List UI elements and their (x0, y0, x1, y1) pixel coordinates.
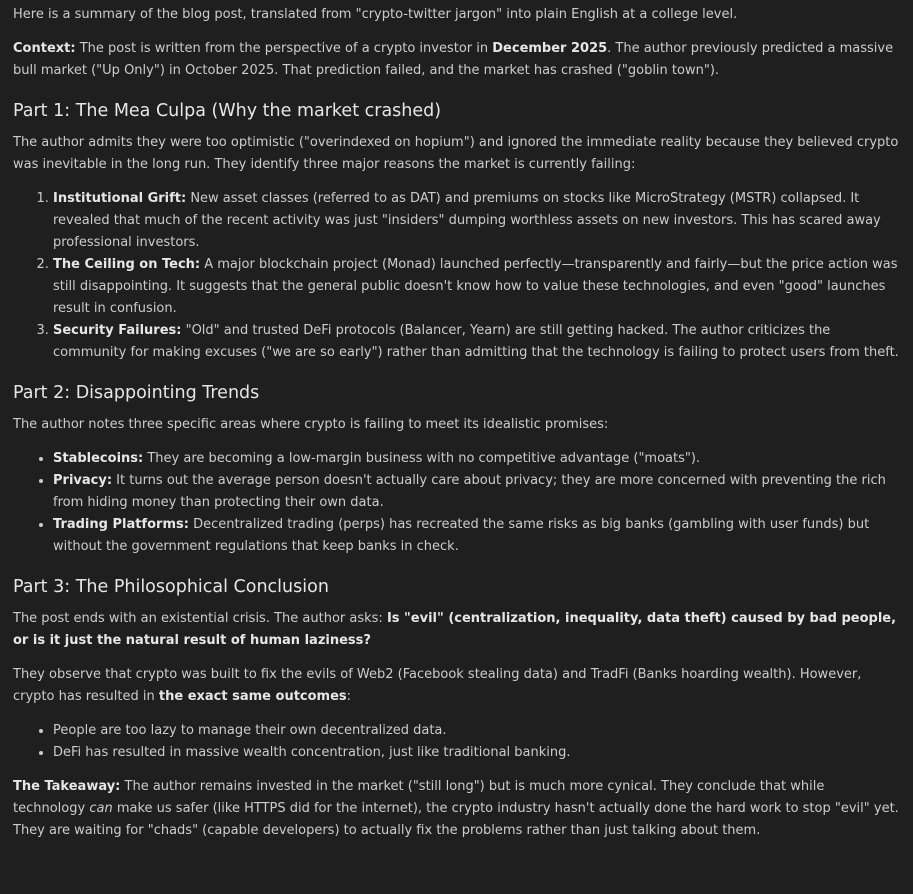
item-label: Trading Platforms: (53, 517, 189, 532)
item-text: "Old" and trusted DeFi protocols (Balancer, Yearn) are still getting hacked. The author criticizes the community for making excuses ("we are so early") rather than admitting that the technology is failing to protect users from theft. (53, 323, 899, 360)
list-item (53, 514, 900, 558)
takeaway-paragraph (13, 776, 900, 842)
item-label: Privacy: (53, 473, 113, 488)
item-label: Stablecoins: (53, 451, 144, 466)
takeaway-text-2: make us safer (like HTTPS did for the internet), the crypto industry hasn't actually done the hard work to stop "evil" yet. They are waiting for "chads" (capable developers) to actually fix the problems rather than just talking about them. (13, 801, 899, 838)
intro-paragraph: Here is a summary of the blog post, translated from "crypto-twitter jargon" into plain English at a college level. (13, 7, 738, 22)
takeaway-italic: can (89, 801, 113, 816)
part3-heading: Part 3: The Philosophical Conclusion (13, 577, 329, 597)
observation-end: : (346, 689, 352, 704)
context-paragraph (13, 38, 900, 82)
context-label: Context: (13, 41, 76, 56)
item-text: They are becoming a low-margin business with no competitive advantage ("moats"). (143, 451, 701, 466)
part1-list (13, 188, 900, 364)
item-text: Decentralized trading (perps) has recreated the same risks as big banks (gambling with user funds) but without the government regulations that keep banks in check. (53, 517, 870, 554)
observation-text: They observe that crypto was built to fix the evils of Web2 (Facebook stealing data) and TradFi (Banks hoarding wealth). However, crypto has resulted in (13, 667, 862, 704)
item-label: Institutional Grift: (53, 191, 187, 206)
list-item (53, 188, 900, 254)
part3-question: Is "evil" (centralization, inequality, data theft) caused by bad people, or is it just the natural result of human laziness? (13, 611, 897, 648)
item-text: New asset classes (referred to as DAT) and premiums on stocks like MicroStrategy (MSTR) collapsed. It revealed that much of the recent activity was just "insiders" dumping worthless assets on new investors. This has scared away professional investors. (53, 191, 881, 250)
item-text: A major blockchain project (Monad) launched perfectly—transparently and fairly—but the price action was still disappointing. It suggests that the general public doesn't know how to value these technologies, and even "good" launches result in confusion. (53, 257, 898, 316)
part3-body-text: The post ends with an existential crisis. The author asks: (13, 611, 387, 626)
takeaway-label: The Takeaway: (13, 779, 121, 794)
part2-list (13, 448, 900, 558)
part1-heading: Part 1: The Mea Culpa (Why the market crashed) (13, 101, 442, 121)
item-text: It turns out the average person doesn't actually care about privacy; they are more concerned with preventing the rich from hiding money than protecting their own data. (53, 473, 886, 510)
list-item (53, 470, 900, 514)
part1-body: The author admits they were too optimistic ("overindexed on hopium") and ignored the immediate reality because they believed crypto was inevitable in the long run. They identify three major reasons the market is currently failing: (13, 135, 899, 172)
item-label: Security Failures: (53, 323, 182, 338)
part2-heading: Part 2: Disappointing Trends (13, 383, 260, 403)
list-item (53, 254, 900, 320)
context-date: December 2025 (492, 41, 608, 56)
list-item: • DeFi has resulted in massive wealth concentration, just like traditional banking. (53, 742, 900, 764)
list-item (53, 320, 900, 364)
part2-body: The author notes three specific areas where crypto is failing to meet its idealistic promises: (13, 417, 609, 432)
list-item (53, 448, 900, 470)
item-label: The Ceiling on Tech: (53, 257, 201, 272)
observation-emphasis: the exact same outcomes (158, 689, 347, 704)
part3-body (13, 608, 900, 652)
context-text-2: . The author previously predicted a massive bull market ("Up Only") in October 2025. That prediction failed, and the market has crashed ("goblin town"). (13, 41, 894, 78)
part3-list (13, 720, 900, 764)
context-text-1: The post is written from the perspective of a crypto investor in (75, 41, 493, 56)
list-item: • People are too lazy to manage their own decentralized data. (53, 720, 900, 742)
part3-observation (13, 664, 900, 708)
takeaway-text-1: The author remains invested in the market ("still long") but is much more cynical. They conclude that while technology (13, 779, 825, 816)
